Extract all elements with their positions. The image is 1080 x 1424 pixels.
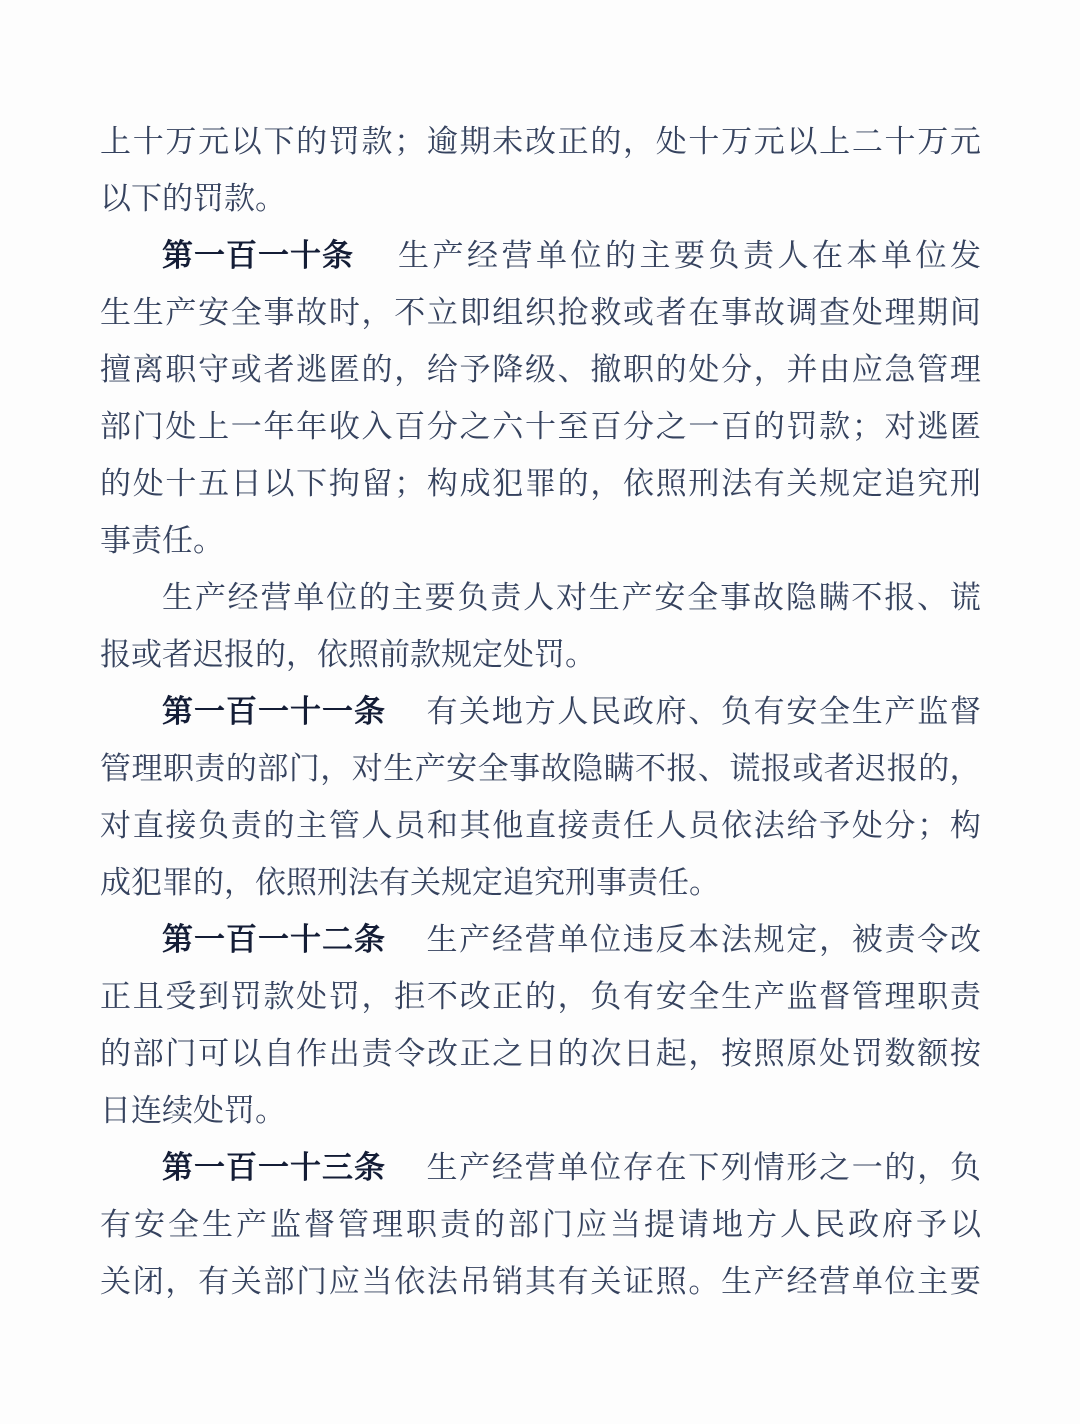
- text-line: 第一百一十二条 生 产 经 营 单 位 违 反 本 法 规 定 ， 被 责 令 改: [100, 908, 981, 965]
- paragraph: [100, 680, 981, 908]
- text-line: 的 部 门 可 以 自 作 出 责 令 改 正 之 日 的 次 日 起 ， 按 照 原 处 罚 数 额 按: [100, 1036, 981, 1071]
- text-line: 第一百一十条 生 产 经 营 单 位 的 主 要 负 责 人 在 本 单 位 发: [100, 224, 981, 281]
- text-line: 事 责 任 。: [100, 523, 224, 558]
- text-line: 报 或 者 迟 报 的 ， 依 照 前 款 规 定 处 罚 。: [100, 637, 596, 672]
- text-line: 擅 离 职 守 或 者 逃 匿 的 ， 给 予 降 级 、 撤 职 的 处 分 ， 并 由 应 急 管 理: [100, 352, 981, 387]
- paragraph: [100, 224, 981, 566]
- text-line: 关 闭 ， 有 关 部 门 应 当 依 法 吊 销 其 有 关 证 照 。 生 产 经 营 单 位 主 要: [100, 1264, 981, 1299]
- article-number: 第一百一十三条: [162, 1150, 386, 1185]
- text-line: 部 门 处 上 一 年 年 收 入 百 分 之 六 十 至 百 分 之 一 百 的 罚 款 ； 对 逃 匿: [100, 409, 981, 444]
- text-line: 管 理 职 责 的 部 门 ， 对 生 产 安 全 事 故 隐 瞒 不 报 、 谎 报 或 者 迟 报 的 ，: [100, 751, 981, 786]
- text-line: 正 且 受 到 罚 款 处 罚 ， 拒 不 改 正 的 ， 负 有 安 全 生 产 监 督 管 理 职 责: [100, 979, 981, 1014]
- text-line: 的 处 十 五 日 以 下 拘 留 ； 构 成 犯 罪 的 ， 依 照 刑 法 有 关 规 定 追 究 刑: [100, 466, 981, 501]
- text-line: 对 直 接 负 责 的 主 管 人 员 和 其 他 直 接 责 任 人 员 依 法 给 予 处 分 ； 构: [100, 808, 981, 843]
- text-block: [100, 110, 981, 1307]
- paragraph: [100, 1136, 981, 1307]
- text-line: 第一百一十一条 有 关 地 方 人 民 政 府 、 负 有 安 全 生 产 监 督: [100, 680, 981, 737]
- article-number: 第一百一十条: [162, 238, 354, 273]
- text-line: 有 安 全 生 产 监 督 管 理 职 责 的 部 门 应 当 提 请 地 方 人 民 政 府 予 以: [100, 1207, 981, 1242]
- text-line: 以 下 的 罚 款 。: [100, 181, 286, 216]
- paragraph: [100, 110, 981, 224]
- text-line: 成 犯 罪 的 ， 依 照 刑 法 有 关 规 定 追 究 刑 事 责 任 。: [100, 865, 720, 900]
- text-line: 第一百一十三条 生 产 经 营 单 位 存 在 下 列 情 形 之 一 的 ， 负: [100, 1136, 981, 1193]
- paragraph: [100, 566, 981, 680]
- article-number: 第一百一十二条: [162, 922, 386, 957]
- text-line: 生 生 产 安 全 事 故 时 ， 不 立 即 组 织 抢 救 或 者 在 事 故 调 查 处 理 期 间: [100, 295, 981, 330]
- paragraph: [100, 908, 981, 1136]
- text-line: 日 连 续 处 罚 。: [100, 1093, 286, 1128]
- text-line: 生 产 经 营 单 位 的 主 要 负 责 人 对 生 产 安 全 事 故 隐 瞒 不 报 、 谎: [162, 580, 981, 615]
- text-line: 上 十 万 元 以 下 的 罚 款 ； 逾 期 未 改 正 的 ， 处 十 万 元 以 上 二 十 万 元: [100, 124, 981, 159]
- article-number: 第一百一十一条: [162, 694, 386, 729]
